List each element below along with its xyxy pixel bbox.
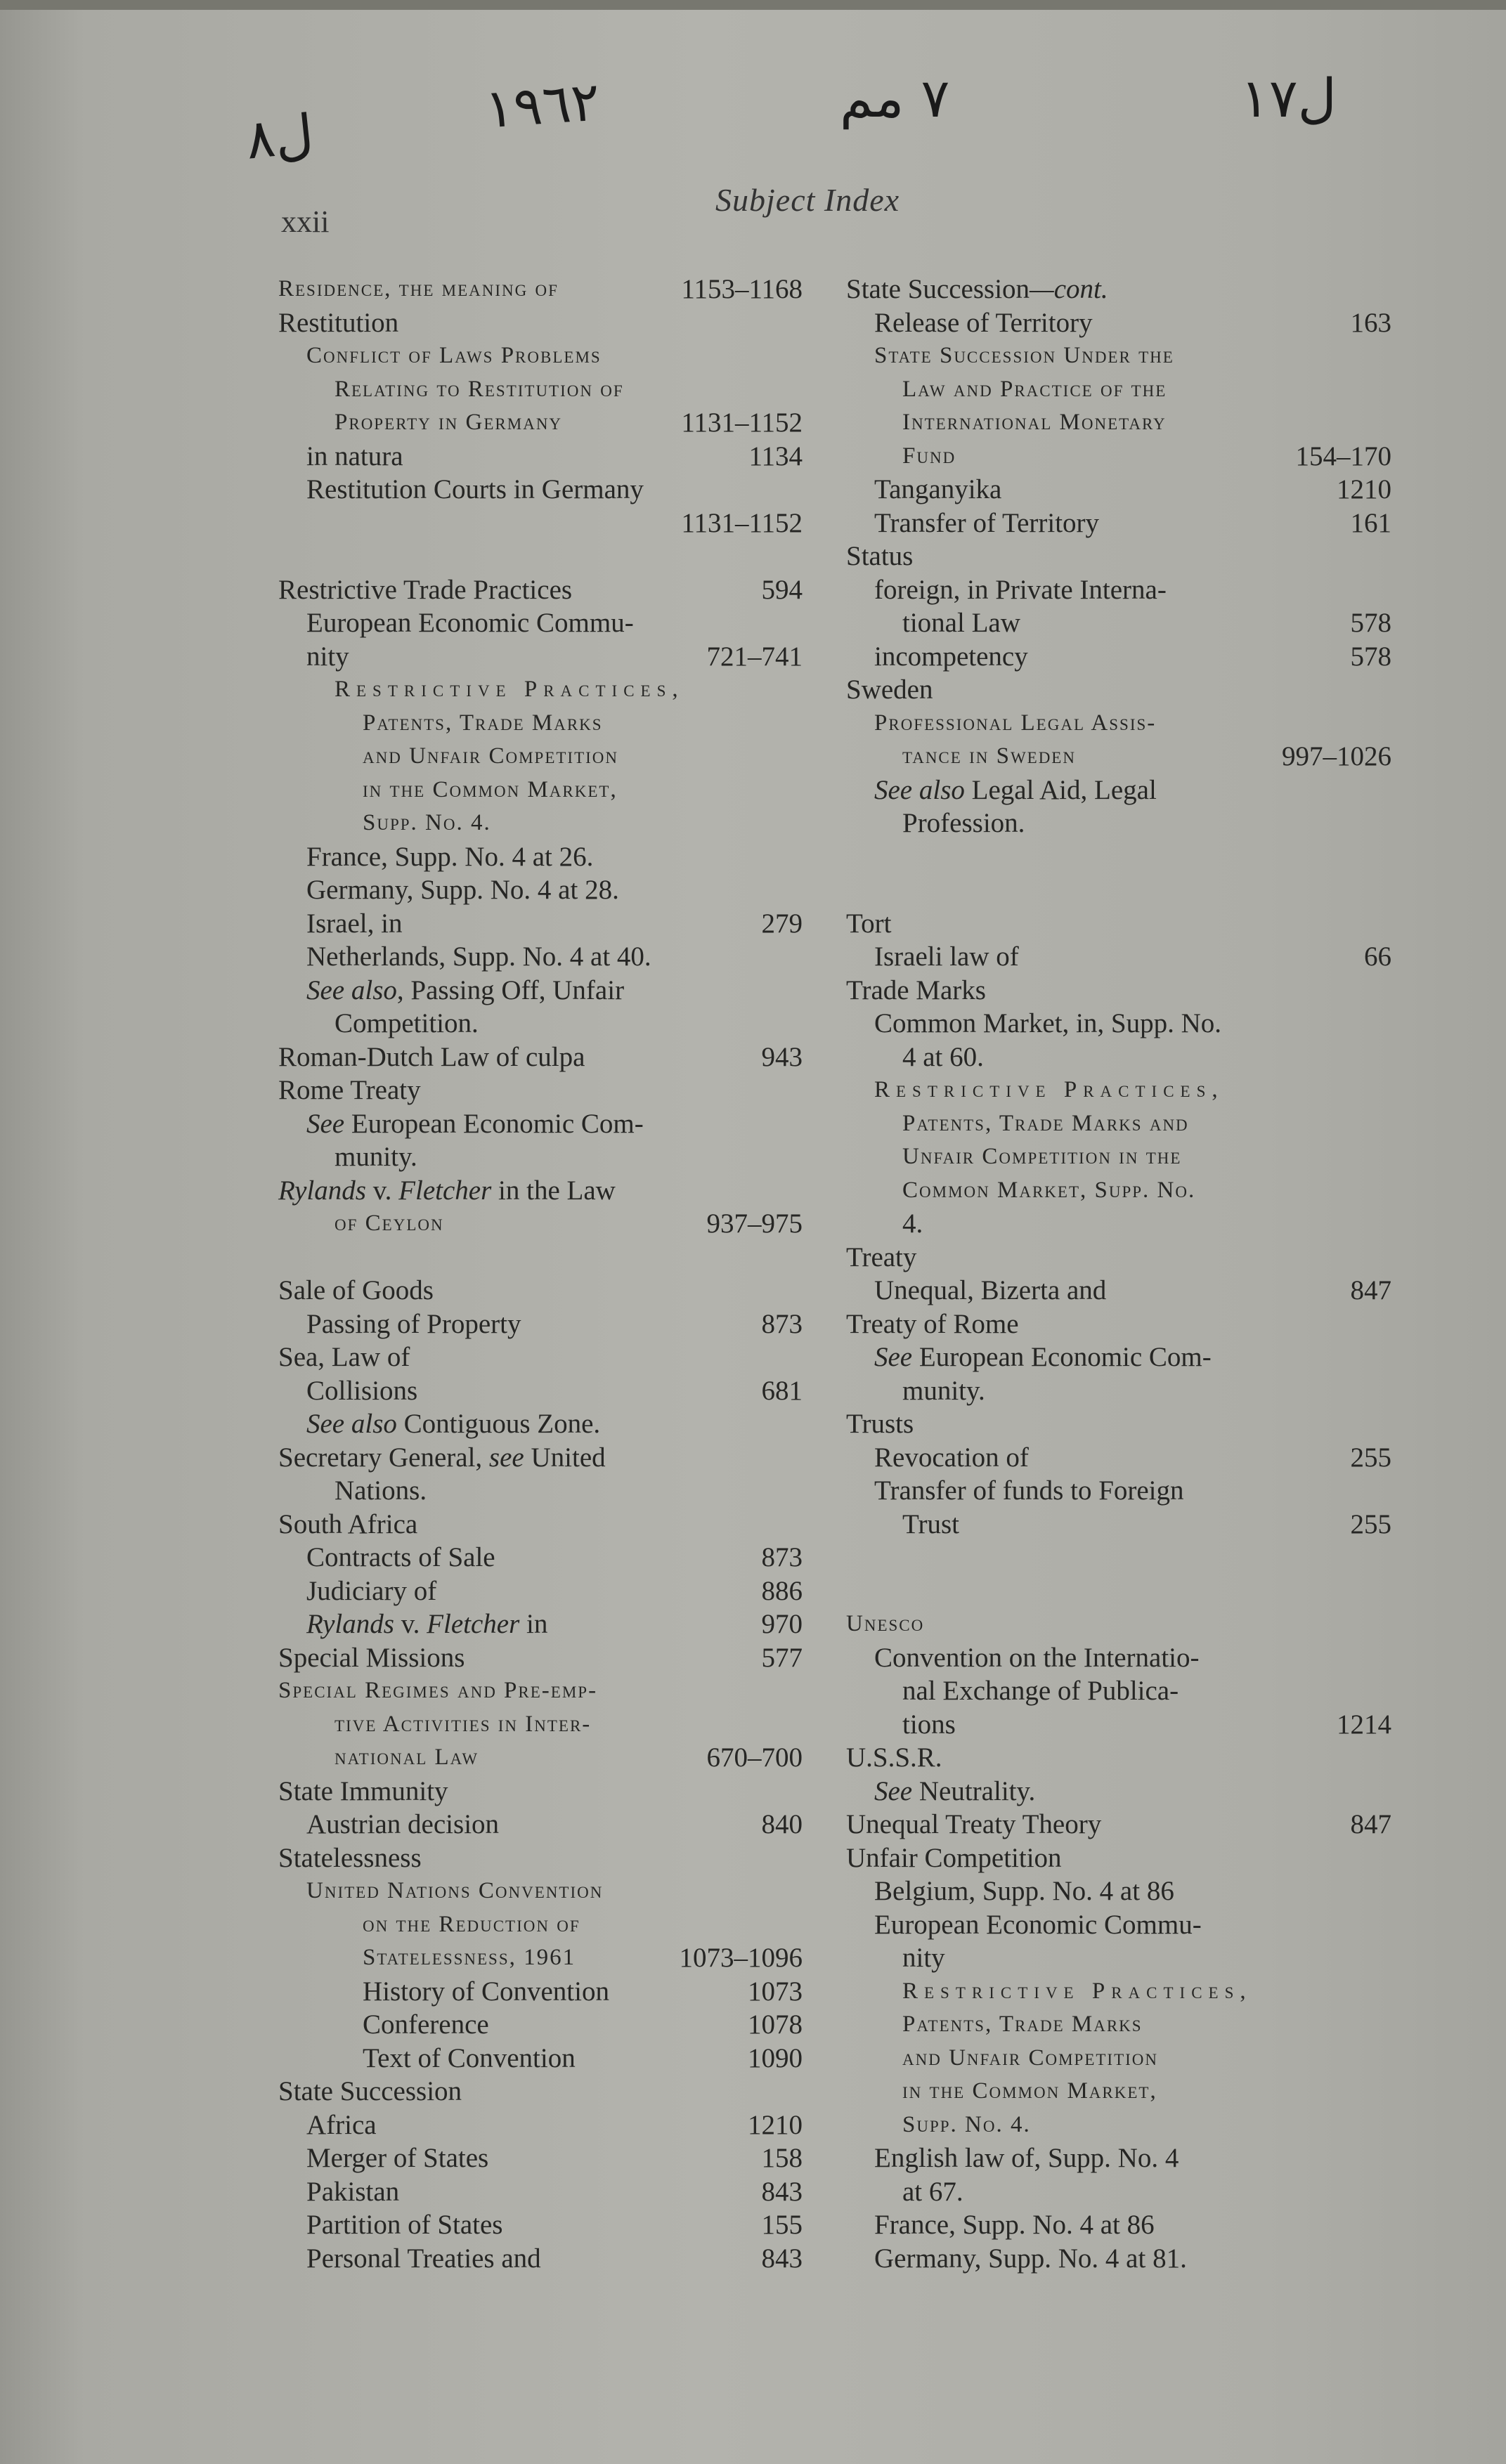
index-entry	[278, 1708, 803, 1742]
index-entry-text: Personal Treaties and	[306, 2243, 541, 2274]
index-entry	[846, 974, 1391, 1008]
index-entry	[278, 1575, 803, 1608]
index-entry	[846, 273, 1391, 306]
handwritten-note: ل١٧	[1240, 67, 1337, 129]
index-entry	[846, 1407, 1391, 1441]
index-entry	[846, 2242, 1391, 2276]
index-entry	[278, 873, 803, 907]
index-entry-text: Sale of Goods	[278, 1275, 434, 1305]
page-reference: 847	[1350, 1809, 1391, 1839]
page-reference: 1090	[748, 2042, 803, 2073]
index-entry-text: Text of Convention	[363, 2042, 576, 2073]
page-reference: 840	[761, 1809, 803, 1839]
index-entry-text: of Ceylon	[335, 1211, 444, 1236]
index-entry-text: tive Activities in Inter-	[335, 1711, 592, 1737]
index-entry-text: Conflict of Laws Problems	[306, 343, 602, 368]
index-entry-text: State Succession—cont.	[846, 274, 1108, 304]
page-reference: 577	[761, 1642, 803, 1673]
index-entry	[278, 807, 803, 840]
index-entry	[278, 2108, 803, 2142]
index-entry-text: See European Economic Com-	[874, 1342, 1212, 1372]
index-entry-text: Trust	[902, 1508, 959, 1539]
index-entry-text: Secretary General, see United	[278, 1442, 606, 1473]
page-reference: 1210	[1337, 474, 1391, 504]
index-entry	[846, 406, 1391, 440]
index-entry	[278, 1875, 803, 1908]
page-reference: 154–170	[1295, 441, 1391, 471]
index-entry-text: Austrian decision	[306, 1809, 500, 1839]
index-entry-text: Restrictive Practices,	[874, 1077, 1224, 1102]
index-entry	[278, 640, 803, 674]
index-entry	[278, 1041, 803, 1074]
index-entry-text: State Succession	[278, 2076, 462, 2106]
index-entry	[278, 1808, 803, 1842]
index-entry-text: incompetency	[874, 641, 1028, 672]
index-entry	[278, 1975, 803, 2009]
index-entry-text: foreign, in Private Interna-	[874, 574, 1167, 605]
index-entry	[846, 1508, 1391, 1541]
index-entry	[278, 2242, 803, 2276]
index-entry	[278, 1908, 803, 1942]
index-column-left	[278, 273, 803, 2275]
index-entry	[278, 1741, 803, 1775]
index-entry-text: Status	[846, 541, 914, 571]
page-reference: 681	[761, 1375, 803, 1406]
index-entry-text: Supp. No. 4.	[363, 810, 491, 835]
page-reference: 873	[761, 1542, 803, 1572]
page-reference: 670–700	[706, 1742, 803, 1773]
index-entry-text: Patents, Trade Marks and	[902, 1110, 1189, 1136]
index-entry	[846, 540, 1391, 573]
index-entry-text: European Economic Commu-	[306, 608, 634, 638]
index-entry-text: Restrictive Trade Practices	[278, 574, 573, 605]
index-entry	[278, 1308, 803, 1341]
index-entry-text: Convention on the Internatio-	[874, 1642, 1200, 1673]
index-entry	[846, 1140, 1391, 1174]
page-reference: 847	[1350, 1275, 1391, 1305]
index-entry	[278, 1842, 803, 1875]
index-entry	[278, 406, 803, 440]
index-entry-text: Israel, in	[306, 908, 403, 939]
page-reference: 1131–1152	[681, 507, 803, 538]
index-entry-text: Treaty	[846, 1241, 917, 1272]
index-entry	[846, 606, 1391, 640]
index-entry-text: Rylands v. Fletcher in the Law	[278, 1175, 616, 1206]
index-entry-text: Partition of States	[306, 2210, 503, 2240]
index-entry	[278, 606, 803, 640]
index-entry	[846, 473, 1391, 507]
index-entry	[846, 1808, 1391, 1842]
index-entry-text: Unequal Treaty Theory	[846, 1809, 1102, 1839]
page-reference: 1153–1168	[681, 274, 803, 304]
index-entry-text: in natura	[306, 441, 403, 471]
index-entry-text: national Law	[335, 1745, 479, 1770]
page-reference: 1134	[748, 441, 803, 471]
index-entry-text: Collisions	[306, 1375, 418, 1406]
index-entry	[846, 2208, 1391, 2242]
index-entry-text: Professional Legal Assis-	[874, 710, 1157, 736]
page-reference: 1073–1096	[679, 1943, 803, 1973]
index-entry-text: Competition.	[335, 1008, 479, 1038]
index-entry-text: Profession.	[902, 808, 1025, 838]
scan-edge	[0, 0, 1506, 10]
index-entry	[278, 1274, 803, 1308]
index-entry-text: Tanganyika	[874, 474, 1002, 504]
page-reference: 1078	[748, 2009, 803, 2040]
index-entry	[278, 940, 803, 974]
index-entry-text: 4.	[902, 1208, 923, 1239]
index-entry	[846, 1708, 1391, 1742]
index-entry-text: European Economic Commu-	[874, 1909, 1202, 1940]
index-entry	[846, 1775, 1391, 1808]
index-entry	[278, 1508, 803, 1541]
index-column-right	[846, 273, 1391, 2275]
index-entry-text: Germany, Supp. No. 4 at 28.	[306, 875, 619, 905]
index-entry	[278, 840, 803, 874]
index-entry	[846, 1007, 1391, 1041]
index-entry	[278, 740, 803, 774]
index-entry	[278, 573, 803, 607]
index-entry-text: and Unfair Competition	[902, 2045, 1159, 2071]
index-entry	[278, 2042, 803, 2075]
index-entry	[278, 273, 803, 306]
index-entry	[846, 2042, 1391, 2075]
handwritten-note: ٧ مم	[840, 67, 950, 129]
index-entry-text: tions	[902, 1709, 956, 1740]
index-entry	[278, 1474, 803, 1508]
index-entry	[846, 1842, 1391, 1875]
index-entry-text: See also Legal Aid, Legal	[874, 774, 1157, 805]
index-entry	[846, 1741, 1391, 1775]
page-reference: 970	[761, 1609, 803, 1639]
index-entry-text: Restrictive Practices,	[335, 677, 684, 702]
index-entry-text: Law and Practice of the	[902, 376, 1167, 402]
page-reference: 843	[761, 2243, 803, 2274]
page-reference: 594	[761, 574, 803, 605]
index-entry	[846, 1041, 1391, 1074]
page-reference: 1131–1152	[681, 408, 803, 438]
index-entry	[846, 1474, 1391, 1508]
index-entry	[278, 1775, 803, 1808]
index-entry	[846, 707, 1391, 741]
index-entry	[278, 1241, 803, 1275]
index-entry	[278, 1007, 803, 1041]
index-entry	[846, 306, 1391, 340]
index-entry-text: Belgium, Supp. No. 4 at 86	[874, 1876, 1174, 1906]
index-entry	[846, 573, 1391, 607]
index-entry	[278, 473, 803, 507]
index-entry	[846, 1975, 1391, 2009]
page-reference: 578	[1350, 608, 1391, 638]
index-entry-text: See also Contiguous Zone.	[306, 1409, 601, 1439]
index-entry-text: Africa	[306, 2109, 377, 2140]
index-entry	[846, 1575, 1391, 1608]
page-reference: 279	[761, 908, 803, 939]
index-entry	[278, 2175, 803, 2209]
index-entry-text: nal Exchange of Publica-	[902, 1676, 1179, 1706]
index-entry	[278, 774, 803, 807]
index-entry-text: munity.	[335, 1142, 417, 1172]
index-entry	[846, 940, 1391, 974]
index-entry-text: Unfair Competition in the	[902, 1144, 1182, 1169]
index-entry-text: State Immunity	[278, 1775, 448, 1806]
index-entry	[278, 1674, 803, 1708]
index-entry	[278, 1140, 803, 1174]
index-entry	[278, 1608, 803, 1641]
page-reference: 163	[1350, 307, 1391, 338]
index-entry-text: Revocation of	[874, 1442, 1029, 1473]
index-entry	[278, 1207, 803, 1241]
index-entry	[846, 339, 1391, 373]
index-entry-text: tance in Sweden	[902, 743, 1076, 769]
index-entry-text: Common Market, Supp. No.	[902, 1177, 1196, 1203]
index-entry	[278, 440, 803, 474]
index-entry-text: Trusts	[846, 1409, 914, 1439]
index-entry	[846, 840, 1391, 874]
index-entry	[846, 673, 1391, 707]
index-entry-text: Sea, Law of	[278, 1342, 410, 1372]
index-entry	[846, 1608, 1391, 1641]
index-entry	[846, 2075, 1391, 2108]
index-entry	[846, 1641, 1391, 1675]
index-entry	[278, 974, 803, 1008]
index-entry	[846, 2008, 1391, 2042]
index-entry-text: France, Supp. No. 4 at 86	[874, 2210, 1155, 2240]
page-reference: 161	[1350, 507, 1391, 538]
index-entry	[846, 774, 1391, 807]
page-reference: 66	[1364, 941, 1391, 972]
page-reference: 997–1026	[1282, 741, 1391, 771]
index-entry-text: Release of Territory	[874, 307, 1093, 338]
index-entry-text: Judiciary of	[306, 1575, 437, 1606]
index-entry-text: Statelessness	[278, 1842, 422, 1873]
index-entry-text: Contracts of Sale	[306, 1542, 495, 1572]
index-entry	[846, 1908, 1391, 1942]
index-entry-text: Passing of Property	[306, 1308, 521, 1339]
index-entry-text: United Nations Convention	[306, 1878, 604, 1903]
index-entry-text: at 67.	[902, 2176, 963, 2207]
index-entry	[846, 373, 1391, 407]
index-entry-text: Unequal, Bizerta and	[874, 1275, 1107, 1305]
index-entry	[278, 2208, 803, 2242]
index-entry	[846, 1241, 1391, 1275]
index-entry	[278, 2075, 803, 2108]
index-entry-text: South Africa	[278, 1508, 418, 1539]
index-entry	[278, 673, 803, 707]
index-entry-text: tional Law	[902, 608, 1020, 638]
index-entry	[846, 1341, 1391, 1374]
index-entry	[278, 373, 803, 407]
index-entry	[846, 1107, 1391, 1141]
index-entry	[278, 1407, 803, 1441]
index-entry-text: Nations.	[335, 1475, 427, 1506]
index-entry-text: Special Missions	[278, 1642, 465, 1673]
index-entry-text: International Monetary	[902, 410, 1167, 435]
index-entry-text: Rome Treaty	[278, 1075, 421, 1105]
index-entry-text: Tort	[846, 908, 892, 939]
index-entry	[278, 2008, 803, 2042]
index-entry	[846, 1441, 1391, 1475]
index-entry-text: Treaty of Rome	[846, 1308, 1019, 1339]
index-entry-text: and Unfair Competition	[363, 743, 619, 769]
index-entry-text: in the Common Market,	[902, 2078, 1157, 2104]
page-reference: 1214	[1337, 1709, 1391, 1740]
index-entry-text: See Neutrality.	[874, 1775, 1036, 1806]
index-entry-text: Patents, Trade Marks	[363, 710, 603, 736]
index-entry-text: Transfer of Territory	[874, 507, 1100, 538]
index-entry-text: Statelessness, 1961	[363, 1945, 576, 1970]
index-entry-text: See also, Passing Off, Unfair	[306, 974, 625, 1005]
index-entry-text: Merger of States	[306, 2143, 489, 2173]
index-entry	[846, 1274, 1391, 1308]
page-reference: 255	[1350, 1442, 1391, 1473]
index-entry-text: Trade Marks	[846, 974, 986, 1005]
index-entry	[846, 1541, 1391, 1575]
index-entry	[278, 540, 803, 573]
index-entry	[846, 2108, 1391, 2142]
handwritten-note: ل٨	[242, 102, 317, 171]
page-reference: 255	[1350, 1508, 1391, 1539]
index-entry	[846, 1308, 1391, 1341]
page-reference: 1073	[748, 1976, 803, 2007]
index-entry	[278, 1941, 803, 1975]
index-entry	[278, 306, 803, 340]
index-entry-text: Conference	[363, 2009, 489, 2040]
page-reference: 578	[1350, 641, 1391, 672]
index-entry-text: History of Convention	[363, 1976, 609, 2007]
index-entry	[278, 1541, 803, 1575]
page-reference: 943	[761, 1041, 803, 1072]
index-entry	[846, 1941, 1391, 1975]
page-reference: 155	[761, 2210, 803, 2240]
index-entry	[846, 507, 1391, 540]
index-entry-text: Restitution Courts in Germany	[306, 474, 644, 504]
index-entry	[278, 339, 803, 373]
page-reference: 843	[761, 2176, 803, 2207]
index-entry	[846, 1674, 1391, 1708]
index-entry-text: nity	[902, 1943, 945, 1973]
index-entry	[846, 807, 1391, 840]
index-entry-text: Relating to Restitution of	[335, 376, 624, 402]
index-entry	[846, 907, 1391, 941]
handwritten-note: ١٩٦٢	[483, 70, 602, 141]
index-entry	[846, 1074, 1391, 1107]
index-entry-text: munity.	[902, 1375, 985, 1406]
index-entry-text: Unesco	[846, 1611, 925, 1636]
index-entry	[278, 1107, 803, 1141]
index-entry-text: Common Market, in, Supp. No.	[874, 1008, 1221, 1038]
index-entry	[278, 907, 803, 941]
index-entry-text: Pakistan	[306, 2176, 400, 2207]
index-entry-text: Residence, the meaning of	[278, 276, 559, 301]
index-entry-text: Unfair Competition	[846, 1842, 1062, 1873]
index-entry-text: in the Common Market,	[363, 776, 618, 802]
index-entry	[846, 740, 1391, 774]
index-entry-text: France, Supp. No. 4 at 26.	[306, 841, 594, 872]
index-entry-text: Supp. No. 4.	[902, 2111, 1031, 2137]
index-entry	[278, 1174, 803, 1208]
index-entry-text: Special Regimes and Pre-emp-	[278, 1678, 598, 1703]
index-entry	[278, 2142, 803, 2175]
running-title: Subject Index	[715, 182, 900, 218]
page-reference: 937–975	[706, 1208, 803, 1239]
page-reference: 721–741	[706, 641, 803, 672]
index-entry	[846, 1207, 1391, 1241]
index-entry-text: 4 at 60.	[902, 1041, 984, 1072]
index-entry-text: U.S.S.R.	[846, 1742, 942, 1773]
index-entry	[846, 2142, 1391, 2175]
index-entry	[846, 1174, 1391, 1208]
index-entry-text: Sweden	[846, 674, 933, 705]
index-entry	[278, 1641, 803, 1675]
index-entry	[278, 1341, 803, 1374]
index-entry	[278, 507, 803, 540]
index-entry-text: Israeli law of	[874, 941, 1019, 972]
page-reference: 873	[761, 1308, 803, 1339]
page-reference: 158	[761, 2143, 803, 2173]
page-number: xxii	[281, 204, 330, 239]
index-entry	[846, 440, 1391, 474]
index-entry-text: English law of, Supp. No. 4	[874, 2143, 1179, 2173]
index-entry-text: Property in Germany	[335, 410, 563, 435]
index-entry	[846, 873, 1391, 907]
index-entry-text: Patents, Trade Marks	[902, 2012, 1143, 2037]
index-entry	[278, 1074, 803, 1107]
page-reference: 1210	[748, 2109, 803, 2140]
index-entry-text: Netherlands, Supp. No. 4 at 40.	[306, 941, 651, 972]
index-entry-text: Rylands v. Fletcher in	[306, 1609, 548, 1639]
index-entry-text: Restrictive Practices,	[902, 1978, 1252, 2004]
index-entry-text: State Succession Under the	[874, 343, 1174, 368]
index-entry-text: Fund	[902, 443, 956, 469]
index-entry-text: Transfer of funds to Foreign	[874, 1475, 1184, 1506]
index-entry	[846, 640, 1391, 674]
index-entry-text: Germany, Supp. No. 4 at 81.	[874, 2243, 1187, 2274]
index-entry	[846, 1875, 1391, 1908]
index-entry-text: nity	[306, 641, 349, 672]
index-entry-text: on the Reduction of	[363, 1911, 580, 1937]
index-entry-text: Restitution	[278, 307, 399, 338]
index-entry	[846, 1374, 1391, 1408]
index-entry-text: Roman-Dutch Law of culpa	[278, 1041, 585, 1072]
index-entry	[278, 1374, 803, 1408]
index-entry	[846, 2175, 1391, 2209]
index-entry-text: See European Economic Com-	[306, 1108, 644, 1139]
index-entry	[278, 1441, 803, 1475]
page-reference: 886	[761, 1575, 803, 1606]
index-entry	[278, 707, 803, 741]
